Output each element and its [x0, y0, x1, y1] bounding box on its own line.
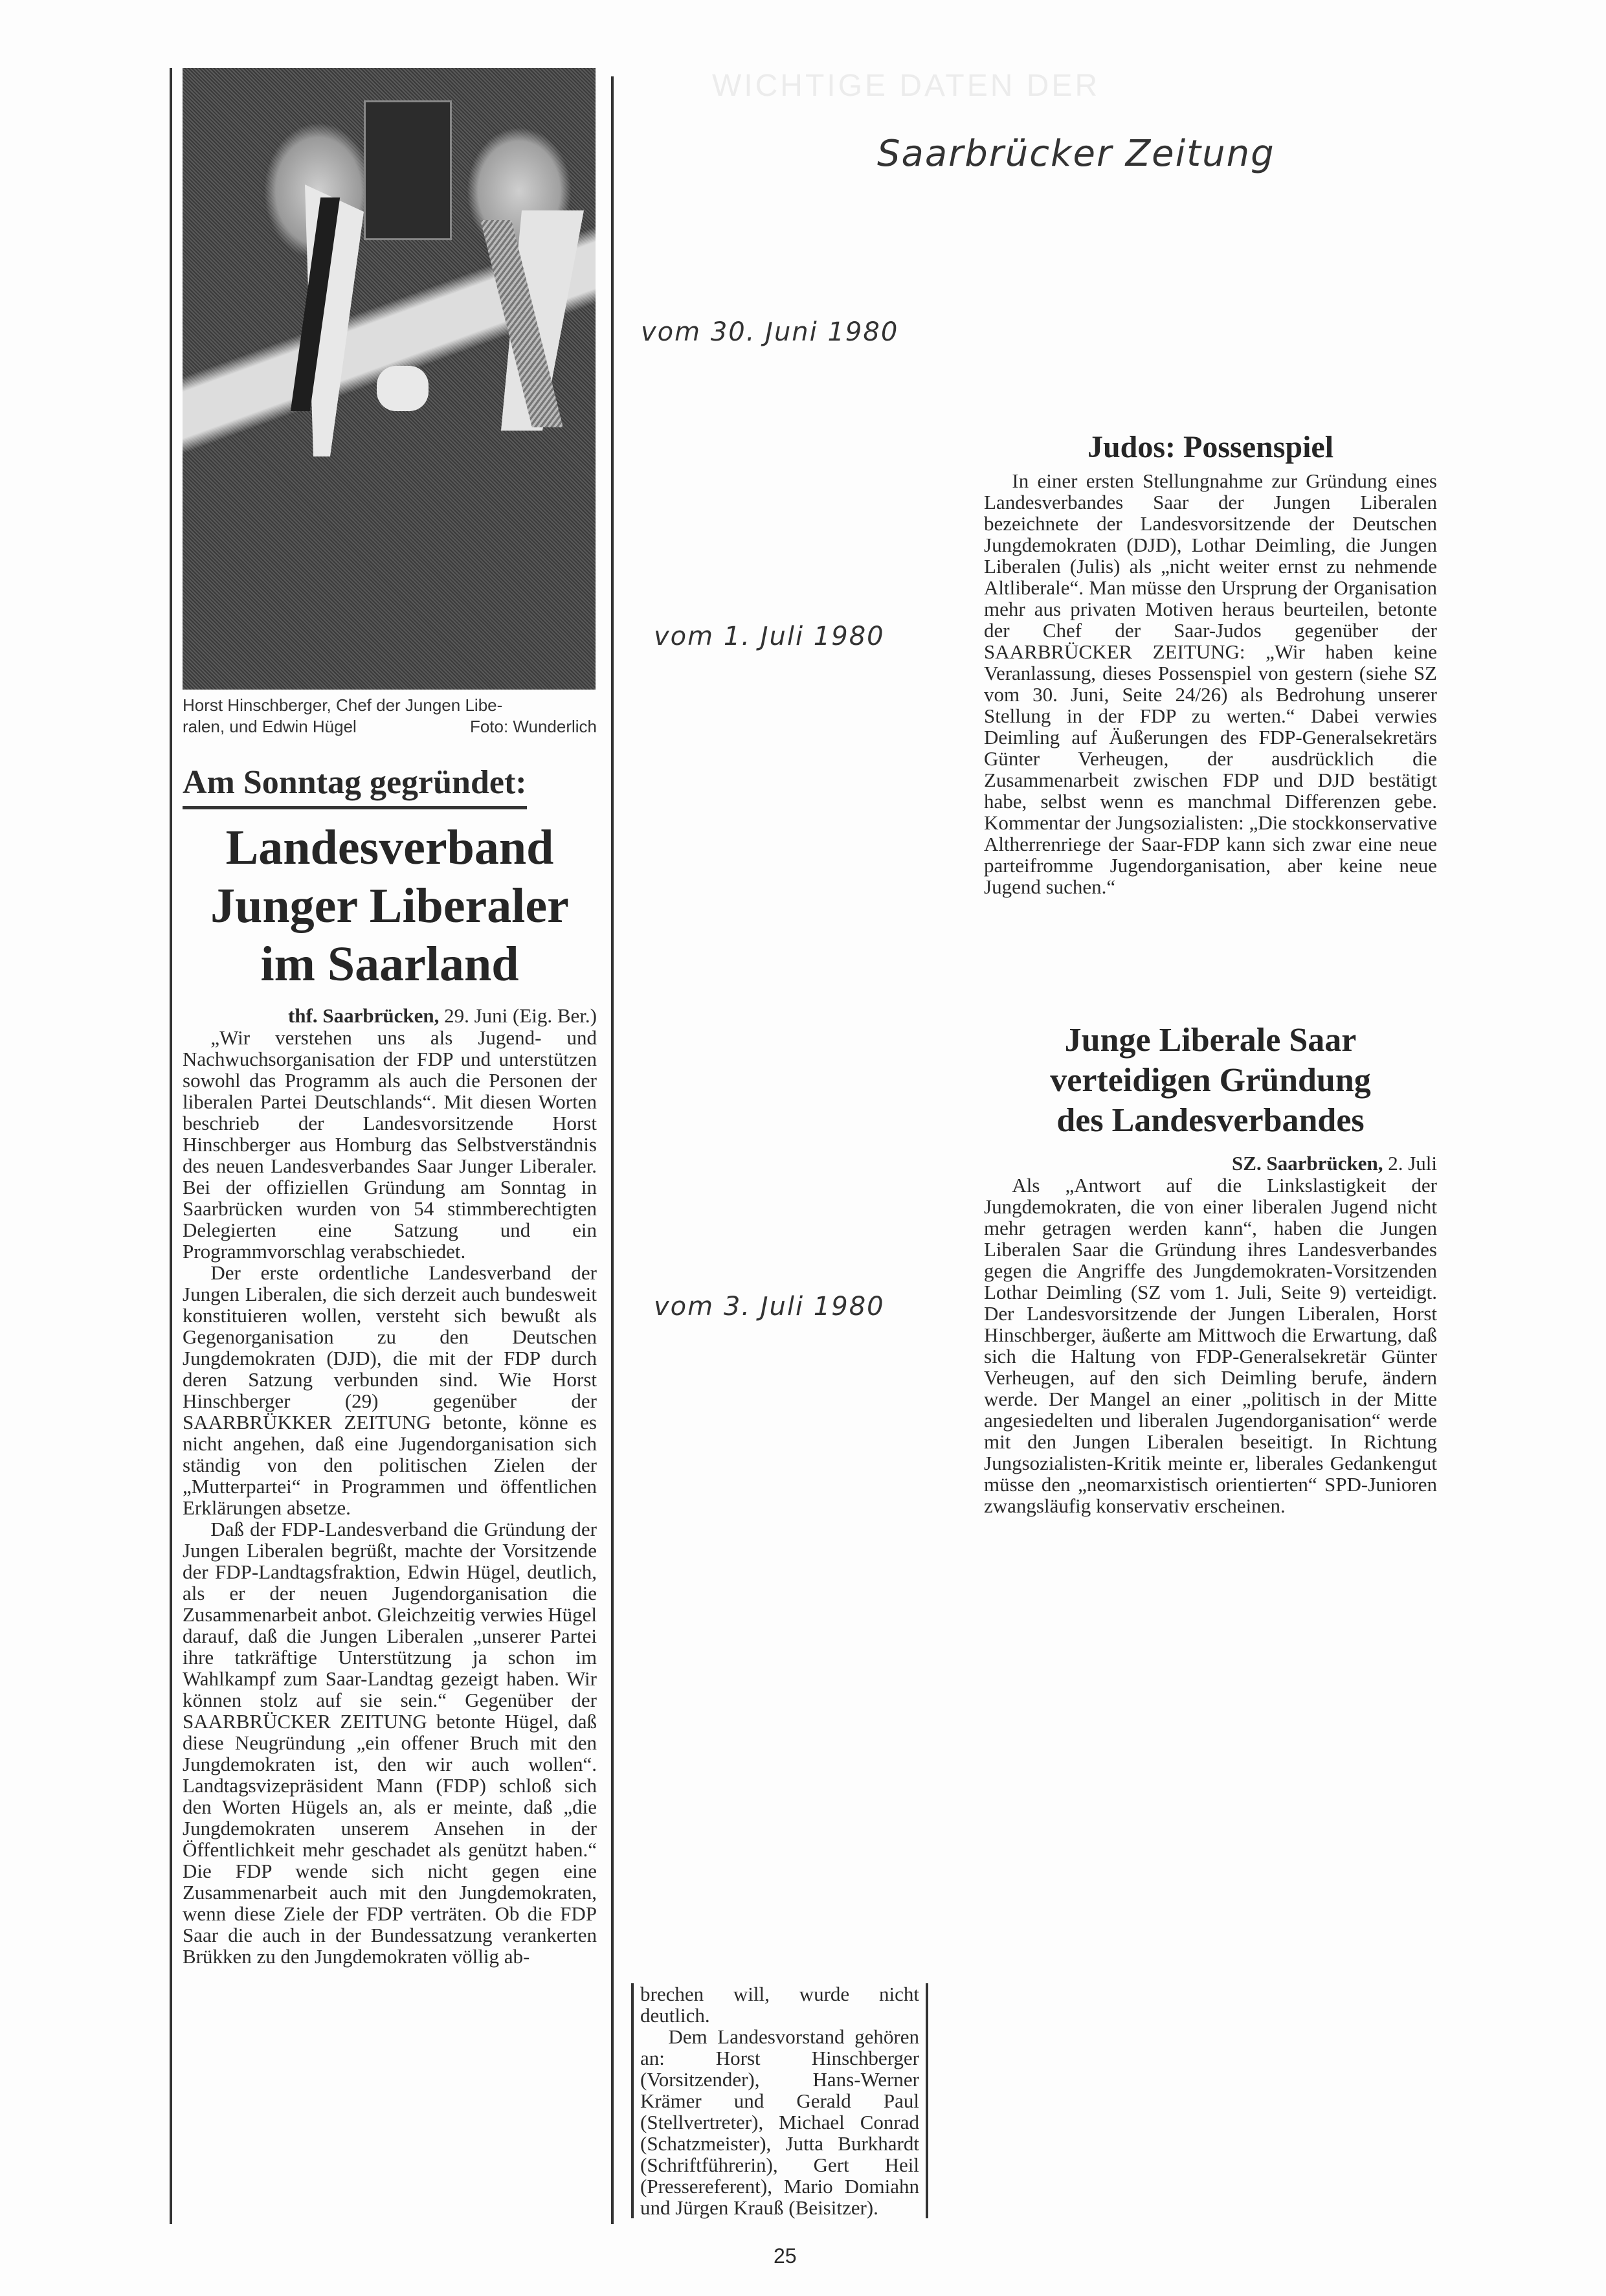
dateline-date: 2. Juli: [1388, 1152, 1437, 1175]
paragraph: Dem Landesvorstand gehören an: Horst Hinschberger (Vorsitzender), Hans-Werner Krämer und Gerald Paul (Stellvertreter), Michael Conrad (Schatzmeister), Jutta Burkhardt (Schriftführerin), Gert Heil (Pressereferent), Mario Domiahn und Jürgen Krauß (Beisitzer).: [640, 2025, 919, 2219]
article-judos-possenspiel: [984, 429, 1437, 897]
article-headline: [984, 1020, 1437, 1141]
article-headline: [183, 818, 597, 993]
article-dateline: [984, 1153, 1437, 1175]
right-column-rule: [611, 76, 614, 2224]
article-body: [183, 1027, 597, 1967]
paragraph: Der erste ordentliche Landesverband der Jungen Liberalen, die sich derzeit auch bundesweit konstituieren wollen, versteht sich bewußt als Gegenorganisation zu den Deutschen Jungdemokraten (DJD), die mit der FDP durch deren Satzung verbunden sind. Wie Horst Hinschberger (29) gegenüber der SAARBRÜKKER ZEITUNG betonte, könne es nicht angehen, daß eine Jugendorganisation sich ständig von den politischen Zielen der „Mutterpartei“ in Programmen und öffentlichen Erklärungen absetze.: [183, 1261, 597, 1519]
photo-caption: [183, 695, 597, 737]
page-number: 25: [774, 2244, 797, 2268]
paragraph: brechen will, wurde nicht deutlich.: [640, 1983, 919, 2027]
dateline-place: SZ. Saarbrücken,: [1232, 1152, 1383, 1175]
article-photo: [183, 68, 596, 690]
headline-line-3: des Landesverbandes: [1056, 1102, 1365, 1139]
photo-caption-line2: ralen, und Edwin Hügel: [183, 717, 357, 736]
right-column: [984, 429, 1437, 1516]
article-landesverband: [183, 68, 597, 1967]
headline-line-2: verteidigen Gründung: [1050, 1062, 1371, 1099]
dateline-date: 29. Juni (Eig. Ber.): [444, 1004, 597, 1027]
faded-stamp: WICHTIGE DATEN DER: [712, 69, 1100, 103]
date-article-3: vom 3. Juli 1980: [654, 1292, 885, 1322]
headline-line-3: im Saarland: [260, 937, 519, 991]
photo-caption-line1: Horst Hinschberger, Chef der Jungen Libe-: [183, 695, 503, 715]
paragraph: Daß der FDP-Landesverband die Gründung der Jungen Liberalen begrüßt, machte der Vorsitzende der FDP-Landtagsfraktion, Edwin Hügel, deutlich, als er der neuen Jugendorganisation die Zusammenarbeit anbot. Gleichzeitig verwies Hügel darauf, daß die Jungen Liberalen „unserer Partei ihre tatkräftige Unterstützung ja schon im Wahlkampf zum Saar-Landtag gezeigt haben. Wir können stolz auf sie sein.“ Gegenüber der SAARBRÜCKER ZEITUNG betonte Hügel, daß diese Neugründung „ein offener Bruch mit den Jungdemokraten ist, den wir auch wollen“. Landtagsvizepräsident Mann (FDP) schloß sich den Worten Hügels an, als er meinte, daß „die Jungdemokraten unserem Ansehen in der Öffentlichkeit mehr geschadet als genützt haben.“ Die FDP wende sich nicht gegen eine Zusammenarbeit auch mit den Jungdemokraten, wenn diese Ziele der FDP verträten. Ob die FDP Saar die auch in der Bundessatzung verankerten Brükken zu den Jungdemokraten völlig ab-: [183, 1518, 597, 1968]
article-body: [984, 470, 1437, 897]
fdp-poster: [364, 100, 452, 240]
photo-handshake: [377, 366, 429, 411]
date-article-1: vom 30. Juni 1980: [641, 317, 899, 347]
paragraph: In einer ersten Stellungnahme zur Gründung eines Landesverbandes Saar der Jungen Liberalen bezeichnete der Landesvorsitzende der Deutschen Jungdemokraten (DJD), Lothar Deimling, die Jungen Liberalen (Julis) als „nicht weiter ernst zu nehmende Altliberale“. Man müsse den Ursprung der Organisation mehr aus privaten Motiven heraus beurteilen, betonte der Chef der Saar-Judos gegenüber der SAARBRÜCKER ZEITUNG: „Wir haben keine Veranlassung, dieses Possenspiel von gestern (siehe SZ vom 30. Juni, Seite 24/26) als Bedrohung unserer Stellung in der FDP zu werten.“ Dabei verwies Deimling auf Äußerungen des FDP-Generalsekretärs Günter Verheugen, der ausdrücklich die Zusammenarbeit zwischen FDP und DJD bestätigt habe, selbst wenn es manchmal Differenzen gebe. Kommentar der Jungsozialisten: „Die stockkonservative Altherrenriege der Saar-FDP kann sich zwar eine neue parteifromme Jugendorganisation, aber keine neue Jugend suchen.“: [984, 469, 1437, 898]
photo-credit: Foto: Wunderlich: [469, 717, 597, 736]
article-body: [984, 1175, 1437, 1516]
newspaper-name-handwritten: Saarbrücker Zeitung: [877, 133, 1275, 175]
article-headline: Judos: Possenspiel: [1087, 430, 1334, 464]
headline-line-1: Junge Liberale Saar: [1064, 1022, 1357, 1059]
article-junge-liberale-verteidigen: [984, 1020, 1437, 1516]
article-continuation: [631, 1983, 928, 2218]
article-dateline: [183, 1005, 597, 1027]
paragraph: „Wir verstehen uns als Jugend- und Nachwuchsorganisation der FDP und unterstützen sowohl das Programm als auch die Personen der liberalen Partei Deutschlands“. Mit diesen Worten beschrieb der Landesvorsitzende Horst Hinschberger aus Homburg das Selbstverständnis des neuen Landesverbandes Saar Junger Liberaler. Bei der offiziellen Gründung am Sonntag in Saarbrücken wurden von 54 stimmberechtigten Delegierten eine Satzung und ein Programmvorschlag verabschiedet.: [183, 1026, 597, 1263]
dateline-place: thf. Saarbrücken,: [287, 1004, 440, 1027]
paragraph: Als „Antwort auf die Linkslastigkeit der Jungdemokraten, die von einer liberalen Jugend nicht mehr getragen werden kann“, haben die Jungen Liberalen Saar die Gründung ihres Landesverbandes gegen die Angriffe des Jungdemokraten-Vorsitzenden Lothar Deimling (SZ vom 1. Juli, Seite 9) verteidigt. Der Landesvorsitzende der Jungen Liberalen, Horst Hinschberger, äußerte am Mittwoch die Erwartung, daß sich die Haltung von FDP-Generalsekretär Günter Verheugen, auf den sich Deimling berufe, ändern werde. Der Mangel an einer „politisch in der Mitte angesiedelten und liberalen Jugendorganisation“ werde mit den Jungen Liberalen beseitigt. In Richtung Jungsozialisten-Kritik meinte er, liberales Gedankengut müsse den „neomarxistisch orientierten“ SPD-Junioren zwangsläufig konservativ erscheinen.: [984, 1174, 1437, 1517]
headline-line-2: Junger Liberaler: [210, 879, 569, 933]
headline-line-1: Landesverband: [225, 820, 554, 875]
article-kicker: Am Sonntag gegründet:: [183, 763, 527, 809]
date-article-2: vom 1. Juli 1980: [654, 622, 885, 651]
left-column-rule: [170, 68, 172, 2224]
